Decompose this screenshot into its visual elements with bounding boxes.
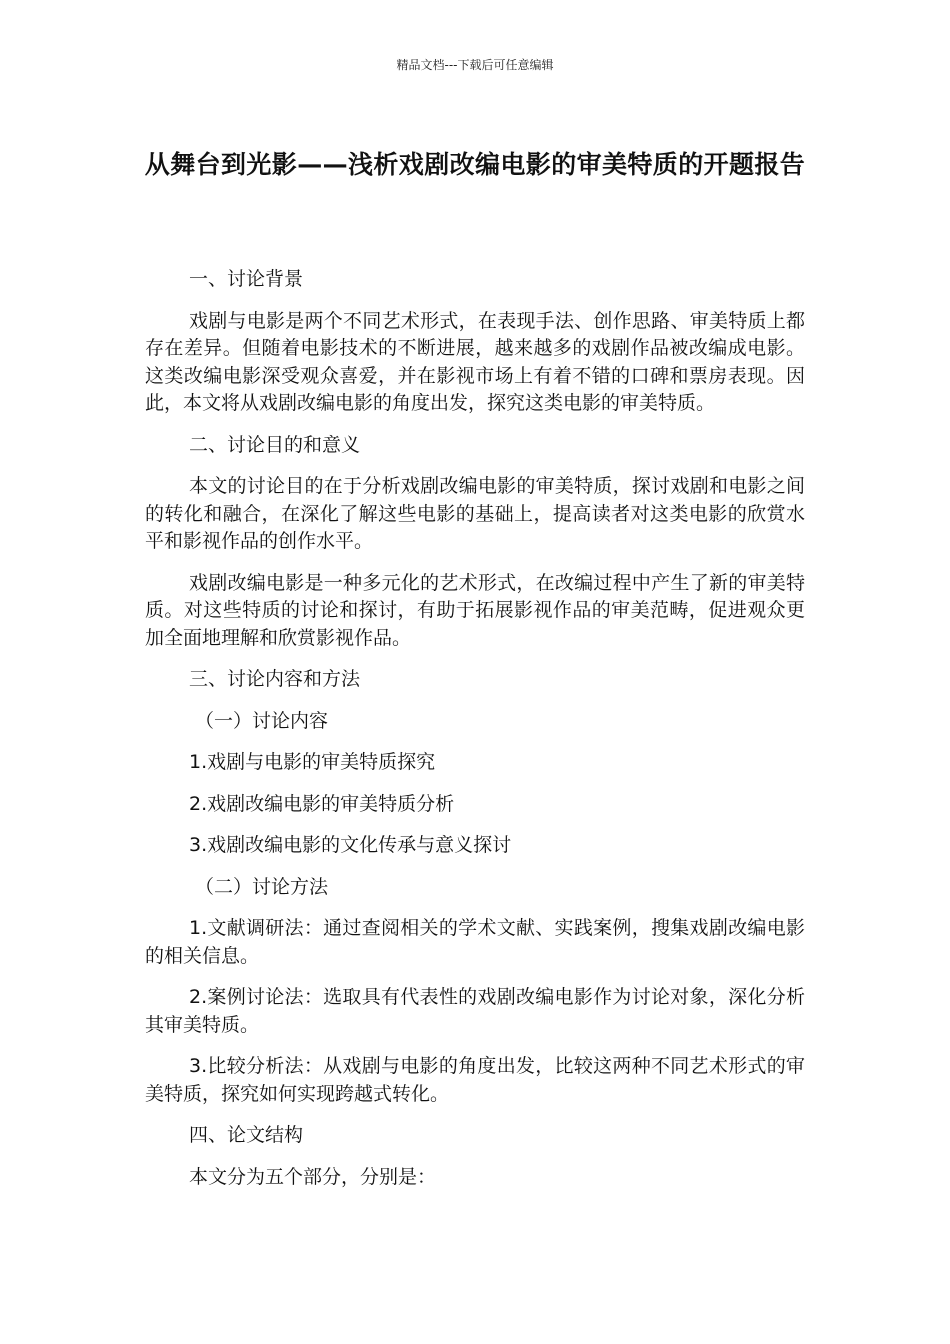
method-item-2: 2.案例讨论法：选取具有代表性的戏剧改编电影作为讨论对象，深化分析其审美特质。: [145, 986, 805, 1036]
document-body: [145, 266, 805, 1205]
paragraph-background: 戏剧与电影是两个不同艺术形式，在表现手法、创作思路、审美特质上都存在差异。但随着电影技术的不断进展，越来越多的戏剧作品被改编成电影。这类改编电影深受观众喜爱，并在影视市场上有着不错的口碑和票房表现。因此，本文将从戏剧改编电影的角度出发，探究这类电影的审美特质。: [145, 309, 805, 414]
content-item-3: 3.戏剧改编电影的文化传承与意义探讨: [189, 834, 512, 856]
method-item-1: 1.文献调研法：通过查阅相关的学术文献、实践案例，搜集戏剧改编电影的相关信息。: [145, 917, 805, 967]
method-item-3: 3.比较分析法：从戏剧与电影的角度出发，比较这两种不同艺术形式的审美特质，探究如何实现跨越式转化。: [145, 1055, 805, 1105]
header-note: 精品文档---下载后可任意编辑: [396, 58, 554, 72]
paragraph-significance: 戏剧改编电影是一种多元化的艺术形式，在改编过程中产生了新的审美特质。对这些特质的讨论和探讨，有助于拓展影视作品的审美范畴，促进观众更加全面地理解和欣赏影视作品。: [145, 571, 805, 649]
section-heading-purpose: 二、讨论目的和意义: [189, 433, 361, 456]
paragraph-purpose: 本文的讨论目的在于分析戏剧改编电影的审美特质，探讨戏剧和电影之间的转化和融合，在深化了解这些电影的基础上，提高读者对这类电影的欣赏水平和影视作品的创作水平。: [145, 475, 805, 552]
subheading-content: （一）讨论内容: [195, 709, 329, 732]
section-heading-background: 一、讨论背景: [189, 268, 304, 290]
paragraph-structure: 本文分为五个部分，分别是：: [189, 1165, 437, 1188]
subheading-method: （二）讨论方法: [195, 875, 329, 898]
content-item-2: 2.戏剧改编电影的审美特质分析: [189, 792, 455, 815]
section-heading-content-method: 三、讨论内容和方法: [189, 668, 361, 690]
document-title: 从舞台到光影——浅析戏剧改编电影的审美特质的开题报告: [144, 150, 806, 179]
section-heading-structure: 四、论文结构: [189, 1124, 304, 1146]
content-item-1: 1.戏剧与电影的审美特质探究: [189, 751, 436, 773]
